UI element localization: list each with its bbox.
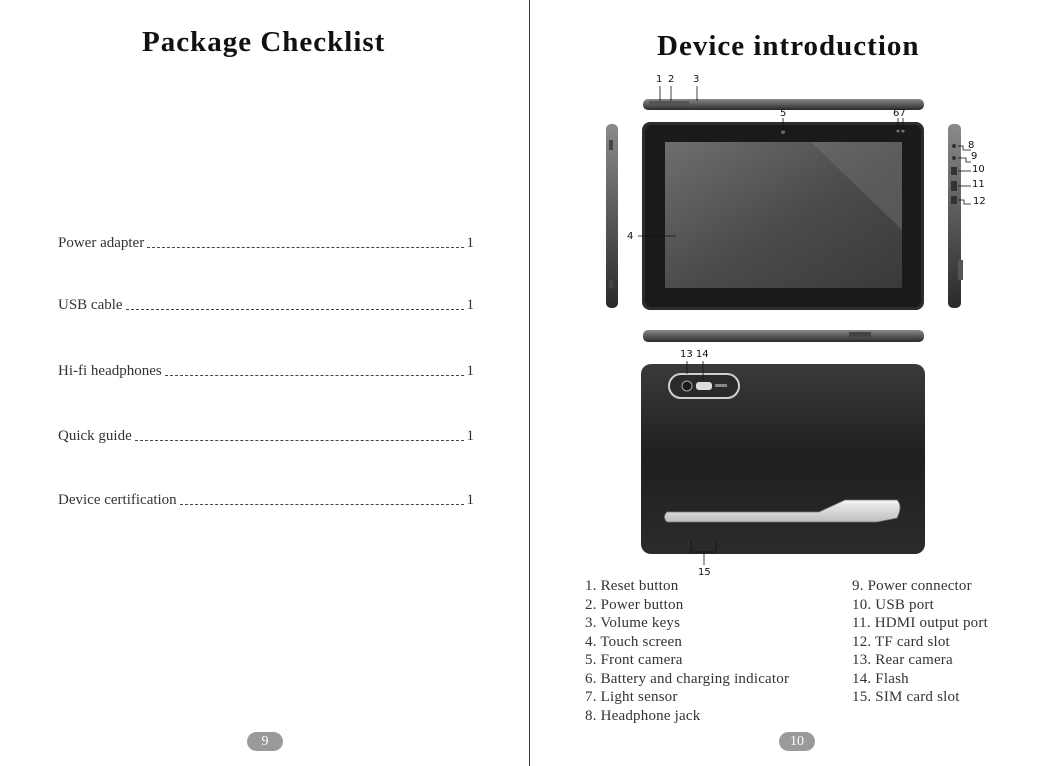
item-quantity: 1 [466,297,474,313]
left-page [0,0,530,766]
tablet-right-side [948,124,971,308]
callout-label: 9 [971,151,978,162]
page-title: Device introduction [657,30,920,62]
component-item: 12. TF card slot [852,633,950,650]
checklist-item [58,360,474,380]
callout-label: 15 [698,567,711,578]
component-item: 13. Rear camera [852,652,953,668]
component-item: 1. Reset button [585,578,679,594]
tablet-top-edge [643,86,924,110]
component-item: 7. Light sensor [585,689,678,705]
item-quantity: 1 [466,428,474,444]
checklist-item [58,425,474,445]
item-name: Power adapter [58,235,145,251]
component-item: 3. Volume keys [585,615,681,631]
callout-label: 4 [627,231,634,242]
item-quantity: 1 [466,492,474,508]
item-name: Hi-fi headphones [58,363,162,379]
component-item: 14. Flash [852,670,909,687]
tablet-bottom-edge [643,330,924,342]
dotted-leader [165,374,464,376]
component-item: 11. HDMI output port [852,615,988,631]
callout-label: 1 [656,74,663,85]
checklist-item [58,489,474,509]
page-divider [529,0,530,766]
components-list-left [585,577,789,725]
item-name: USB cable [58,297,123,313]
callout-label: 13 14 [680,349,709,360]
component-item: 5. Front camera [585,652,683,668]
callout-label: 67 [893,108,906,119]
tablet-front-view [638,118,924,310]
callout-label: 2 [668,74,675,85]
callout-label: 11 [972,179,985,190]
checklist-item [58,232,474,252]
components-list-right [852,577,988,707]
item-name: Quick guide [58,428,132,444]
dotted-leader [147,246,463,248]
tablet-illustration [531,0,1062,590]
component-item: 10. USB port [852,596,934,613]
component-item: 4. Touch screen [585,633,683,650]
callout-label: 10 [972,164,985,175]
item-quantity: 1 [466,363,474,379]
component-item: 15. SIM card slot [852,689,960,705]
callout-label: 12 [973,196,986,207]
page-number: 9 [247,732,283,751]
checklist-item [58,294,474,314]
page-title: Package Checklist [142,26,386,58]
tablet-left-side [606,124,618,308]
tablet-back-view [641,361,925,565]
component-item: 2. Power button [585,596,684,613]
callout-label: 8 [968,140,975,151]
right-page [531,0,1062,766]
page-number: 10 [779,732,815,751]
component-item: 8. Headphone jack [585,707,701,724]
component-item: 6. Battery and charging indicator [585,670,790,687]
dotted-leader [135,439,464,441]
dotted-leader [180,503,464,505]
component-item: 9. Power connector [852,578,972,594]
item-quantity: 1 [466,235,474,251]
callout-label: 3 [693,74,700,85]
item-name: Device certification [58,492,177,508]
dotted-leader [126,308,464,310]
callout-label: 5 [780,108,787,119]
device-diagram [531,0,1062,590]
